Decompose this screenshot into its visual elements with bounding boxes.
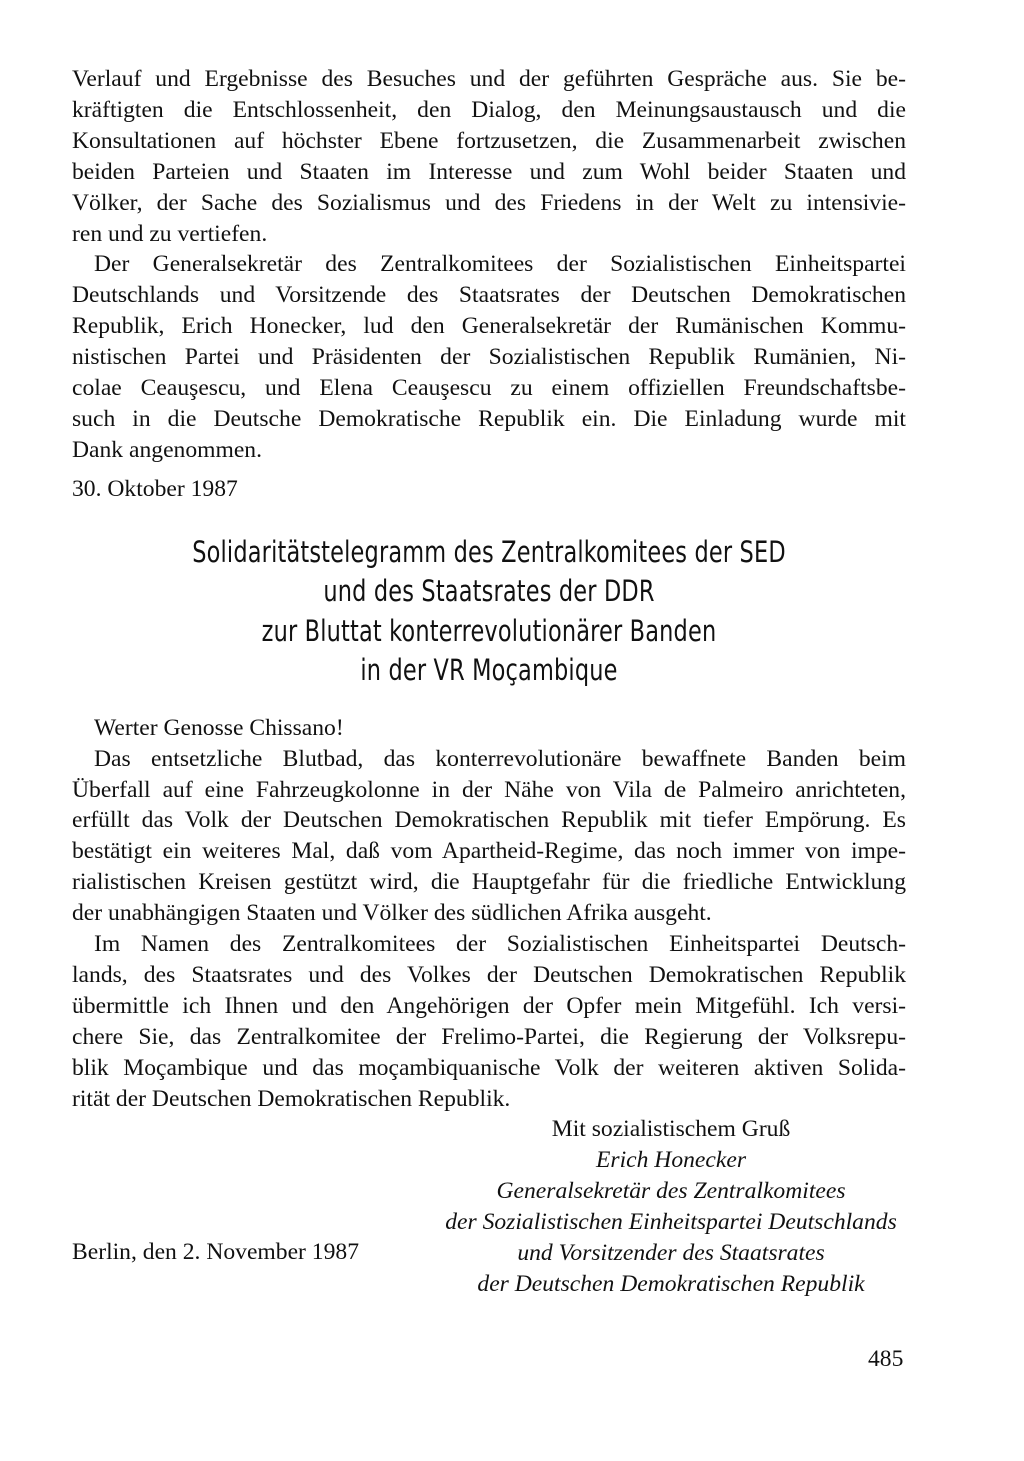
text-line: Überfall auf eine Fahrzeugkolonne in der Nähe von Vila de Palmeiro anrichteten, xyxy=(72,776,906,803)
signature-title-line: der Deutschen Demokratischen Republik xyxy=(477,1271,865,1297)
text-line: bestätigt ein weiteres Mal, daß vom Apartheid-Regime, das noch immer von impe- xyxy=(72,838,906,865)
text-line: übermittle ich Ihnen und den Angehörigen der Opfer mein Mitgefühl. Ich versi- xyxy=(72,992,906,1019)
signature-title-line: und Vorsitzender des Staatsrates xyxy=(517,1240,825,1267)
text-line: rialistischen Kreisen gestützt wird, die Hauptgefahr für die friedliche Entwicklung xyxy=(72,869,906,896)
text-line: beiden Parteien und Staaten im Interesse und zum Wohl beider Staaten und xyxy=(72,158,906,185)
heading-line: in der VR Moçambique xyxy=(360,653,618,688)
text-line: Konsultationen auf höchster Ebene fortzusetzen, die Zusammenarbeit zwischen xyxy=(72,127,906,154)
text-line: ren und zu vertiefen. xyxy=(72,220,268,247)
signature-block xyxy=(436,1114,906,1299)
text-line: colae Ceauşescu, und Elena Ceauşescu zu einem offiziellen Freundschaftsbe- xyxy=(72,375,906,402)
text-line: Deutschlands und Vorsitzende des Staatsrates der Deutschen Demokratischen xyxy=(72,282,906,309)
text-line: nistischen Partei und Präsidenten der Sozialistischen Republik Rumänien, Ni- xyxy=(72,344,906,371)
paragraph-solidarity xyxy=(72,929,906,1114)
dateline: 30. Oktober 1987 xyxy=(72,475,238,502)
text-line: chere Sie, das Zentralkomitee der Frelimo-Partei, die Regierung der Volksrepu- xyxy=(72,1023,906,1050)
text-line: rität der Deutschen Demokratischen Republik. xyxy=(72,1085,511,1112)
document-page xyxy=(72,64,906,1304)
heading-line: und des Staatsrates der DDR xyxy=(323,574,655,609)
signature-greeting: Mit sozialistischem Gruß xyxy=(551,1116,791,1143)
text-line: lands, des Staatsrates und des Volkes der Deutschen Demokratischen Republik xyxy=(72,961,906,988)
closing-block xyxy=(72,1114,906,1304)
section-heading xyxy=(72,533,906,691)
text-line: Das entsetzliche Blutbad, das konterrevolutionäre bewaffnete Banden beim xyxy=(94,745,906,772)
paragraph-continuation xyxy=(72,64,906,249)
paragraph-invitation xyxy=(72,249,906,465)
signature-title-line: Generalsekretär des Zentralkomitees xyxy=(496,1178,846,1205)
signature-name: Erich Honecker xyxy=(595,1147,747,1174)
text-line: Verlauf und Ergebnisse des Besuches und der geführten Gespräche aus. Sie be- xyxy=(72,66,906,92)
text-line: blik Moçambique und das moçambiquanische Volk der weiteren aktiven Solida- xyxy=(72,1054,906,1081)
heading-line: Solidaritätstelegramm des Zentralkomitees der SED xyxy=(192,534,786,569)
heading-line: zur Bluttat konterrevolutionärer Banden xyxy=(261,613,717,648)
text-line: kräftigten die Entschlossenheit, den Dialog, den Meinungsaustausch und die xyxy=(72,96,906,123)
text-line: Völker, der Sache des Sozialismus und des Friedens in der Welt zu intensivie- xyxy=(72,189,906,216)
text-line: such in die Deutsche Demokratische Republik ein. Die Einladung wurde mit xyxy=(72,405,906,432)
place-and-date: Berlin, den 2. November 1987 xyxy=(72,1239,359,1266)
text-line: Dank angenommen. xyxy=(72,436,263,463)
text-line: Im Namen des Zentralkomitees der Sozialistischen Einheitspartei Deutsch- xyxy=(94,931,906,958)
signature-title-line: der Sozialistischen Einheitspartei Deutschlands xyxy=(445,1209,897,1236)
salutation: Werter Genosse Chissano! xyxy=(94,714,344,741)
paragraph-condolence xyxy=(72,744,906,929)
text-line: erfüllt das Volk der Deutschen Demokratischen Republik mit tiefer Empörung. Es xyxy=(72,807,906,834)
text-line: Republik, Erich Honecker, lud den Generalsekretär der Rumänischen Kommu- xyxy=(72,313,906,340)
text-line: Der Generalsekretär des Zentralkomitees der Sozialistischen Einheitspartei xyxy=(94,251,906,278)
text-line: der unabhängigen Staaten und Völker des südlichen Afrika ausgeht. xyxy=(72,900,712,927)
page-number: 485 xyxy=(868,1346,904,1372)
